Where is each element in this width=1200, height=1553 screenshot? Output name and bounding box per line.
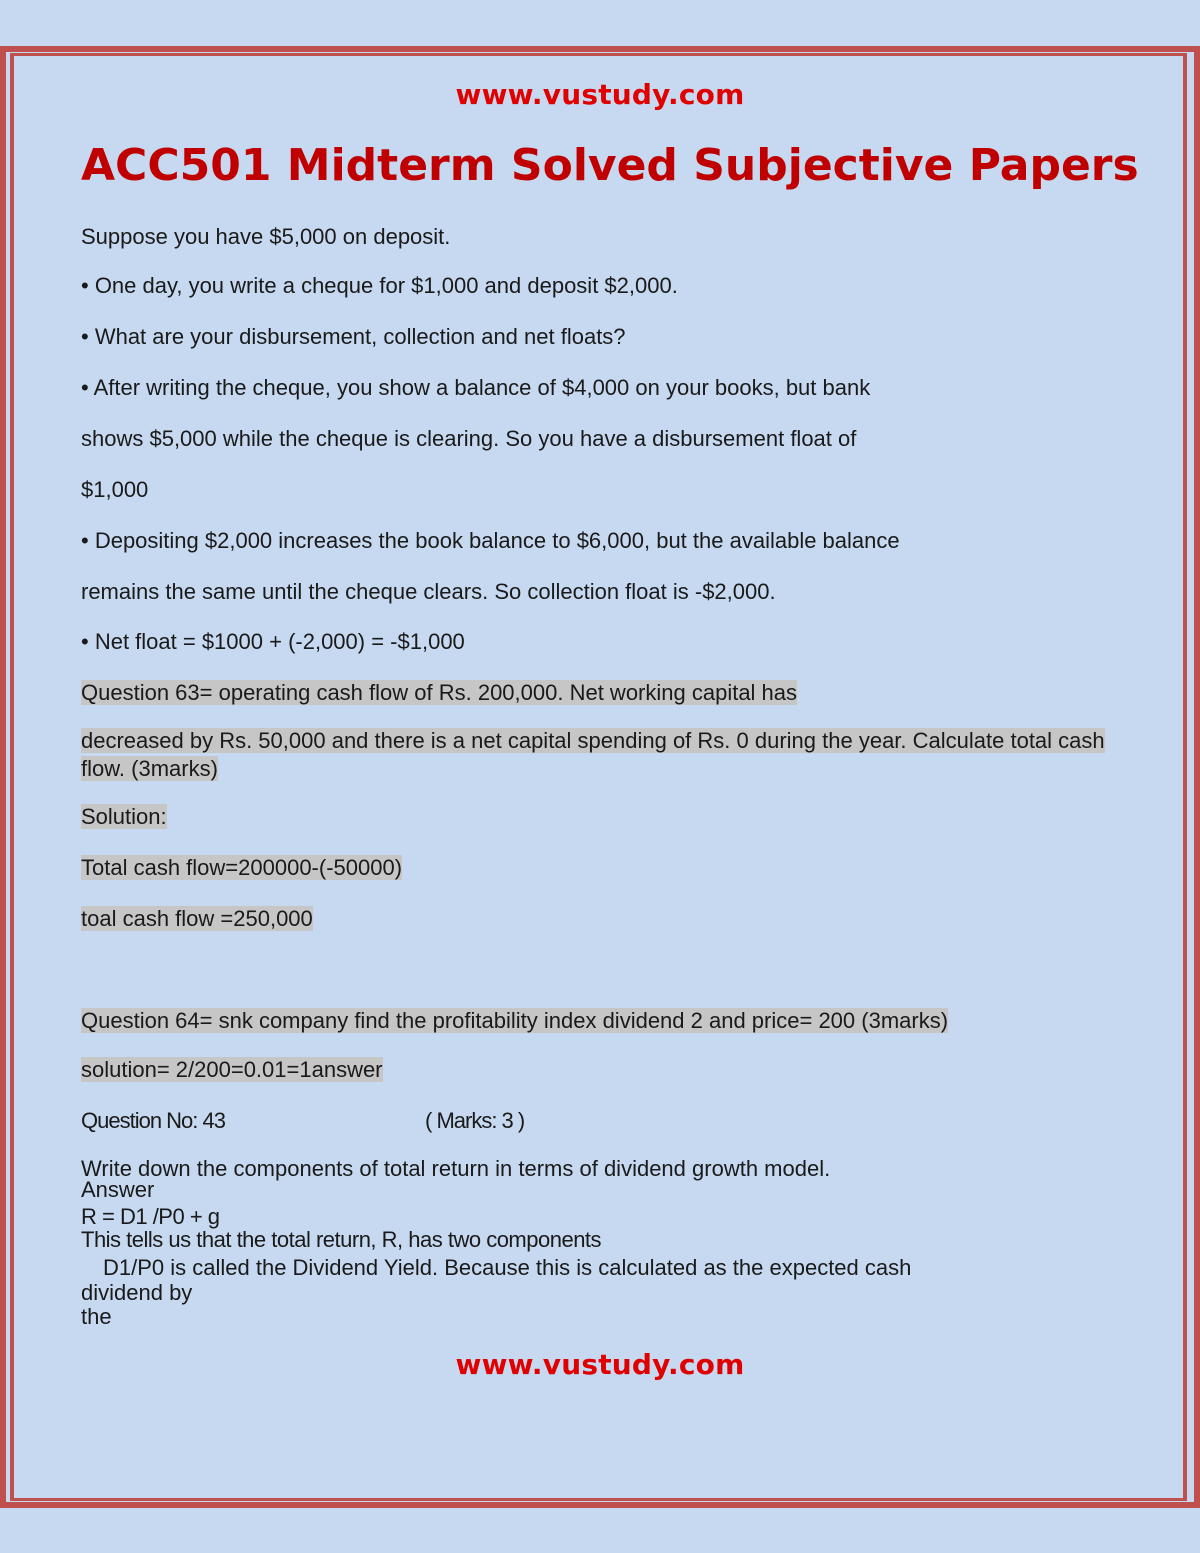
q43-explain-3: dividend by: [81, 1279, 193, 1305]
q63-solution-label: [81, 803, 167, 831]
q43-explain-2: D1/P0 is called the Dividend Yield. Because this is calculated as the expected cash: [103, 1255, 912, 1280]
q63-line-1: [81, 679, 797, 707]
q63-step-1-text: Total cash flow=200000-(-50000): [81, 855, 403, 880]
float-bullet-2: • What are your disbursement, collection and net floats?: [81, 324, 626, 349]
header-url[interactable]: www.vustudy.com: [455, 78, 745, 111]
page-border-left: [0, 46, 6, 1508]
float-intro: Suppose you have $5,000 on deposit.: [81, 224, 451, 249]
float-bullet-5: • Net float = $1000 + (-2,000) = -$1,000: [81, 629, 465, 654]
float-bullet-1: • One day, you write a cheque for $1,000 and deposit $2,000.: [81, 273, 678, 298]
q63-line-2: [81, 727, 1133, 783]
q43-answer-block: [81, 1157, 1081, 1330]
q43-marks: ( Marks: 3 ): [425, 1108, 525, 1133]
q63-line-2-text: decreased by Rs. 50,000 and there is a net capital spending of Rs. 0 during the year. Calculate total cash flow. (3marks): [81, 728, 1105, 781]
float-bullet-3-line-1: • After writing the cheque, you show a balance of $4,000 on your books, but bank: [81, 375, 871, 400]
q43-explain-1: This tells us that the total return, R, has two components: [81, 1226, 602, 1252]
q43-explain-4: the: [81, 1304, 112, 1329]
q63-step-2-text: toal cash flow =250,000: [81, 906, 313, 931]
footer-url[interactable]: www.vustudy.com: [455, 1348, 745, 1381]
q64-question: [81, 1007, 948, 1035]
q43-formula: R = D1 /P0 + g: [81, 1204, 220, 1229]
float-bullet-3-line-2: shows $5,000 while the cheque is clearing. So you have a disbursement float of: [81, 426, 857, 451]
q64-solution-text: solution= 2/200=0.01=1answer: [81, 1057, 383, 1082]
q64-solution: [81, 1056, 383, 1084]
page-border-right: [1194, 46, 1200, 1508]
q63-solution-label-text: Solution:: [81, 804, 167, 829]
q63-line-1-text: Question 63= operating cash flow of Rs. 200,000. Net working capital has: [81, 680, 798, 705]
q64-question-text: Question 64= snk company find the profitability index dividend 2 and price= 200 (3marks): [81, 1008, 949, 1033]
float-bullet-3-line-3: $1,000: [81, 477, 149, 502]
float-bullet-4-line-1: • Depositing $2,000 increases the book balance to $6,000, but the available balance: [81, 528, 900, 553]
q63-step-2: [81, 905, 313, 933]
q43-answer-label: Answer: [81, 1176, 155, 1202]
page-title: ACC501 Midterm Solved Subjective Papers: [81, 140, 1139, 191]
q43-number: Question No: 43: [81, 1108, 225, 1133]
float-bullet-4-line-2: remains the same until the cheque clears. So collection float is -$2,000.: [81, 579, 776, 604]
q43-question: Write down the components of total return in terms of dividend growth model.: [81, 1156, 831, 1181]
q63-step-1: [81, 854, 402, 882]
